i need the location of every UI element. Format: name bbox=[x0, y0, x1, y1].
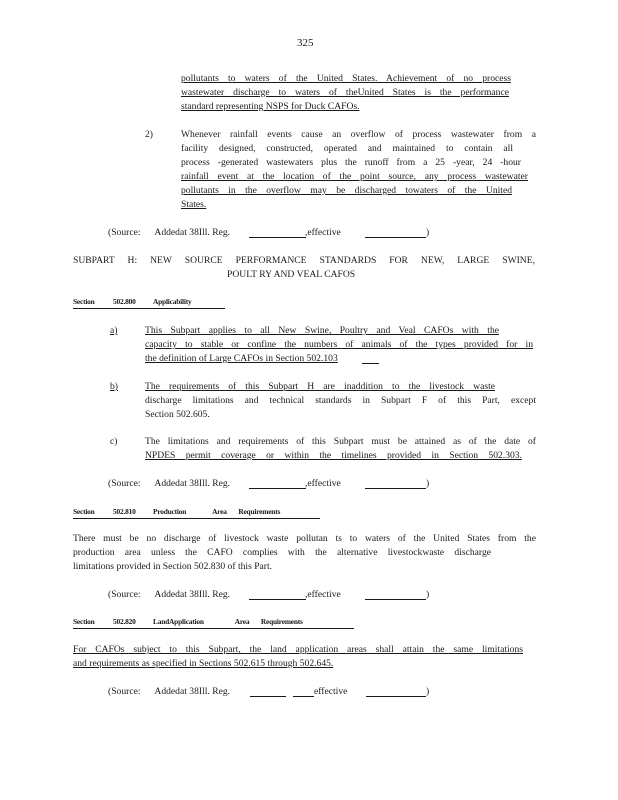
section-810-line-2: production area unless the CAFO complies with the alternative livestockwaste discharge bbox=[73, 547, 491, 558]
source-4-effective: effective bbox=[314, 686, 348, 697]
source-2-close: ) bbox=[426, 478, 430, 489]
section-820-number: 502.820 bbox=[113, 617, 136, 626]
source-3-effective: ,effective bbox=[305, 589, 341, 600]
source-text: Addedat 38Ill. Reg. bbox=[154, 686, 231, 697]
source-text: Addedat 38Ill. Reg. bbox=[154, 227, 231, 238]
section-820-rule bbox=[73, 628, 354, 629]
section-800-rule bbox=[73, 308, 225, 309]
section-810-line-3: limitations provided in Section 502.830 of this Part. bbox=[73, 561, 273, 572]
source-blank-1 bbox=[249, 237, 306, 238]
section-810-label: Section bbox=[73, 507, 95, 516]
item-b-label: b) bbox=[110, 381, 118, 392]
item-c-line-2: NPDES permit coverage or within the timelines provided in Section 502.303. bbox=[145, 450, 522, 461]
source-label: (Source: bbox=[108, 686, 141, 697]
section-810-line-1: There must be no discharge of livestock waste pollutan ts to waters of the United States from the bbox=[73, 533, 536, 544]
section-810-rule bbox=[73, 518, 320, 519]
source-4-blank-1 bbox=[250, 696, 286, 697]
source-3-blank-1 bbox=[249, 599, 306, 600]
item-2-line-5: pollutants in the overflow may be discharged towaters of the United bbox=[181, 185, 512, 196]
source-line-4 bbox=[108, 685, 230, 699]
top-block-line-1: pollutants to waters of the United States. Achievement of no process bbox=[181, 73, 511, 84]
item-2-line-1: Whenever rainfall events cause an overflow of process wastewater from a bbox=[181, 129, 536, 140]
item-a-rule-ext bbox=[362, 363, 379, 364]
source-3-close: ) bbox=[426, 589, 430, 600]
item-2-line-4: rainfall event at the location of the point source, any process wastewater bbox=[181, 171, 528, 182]
source-4-blank-1b bbox=[293, 696, 314, 697]
item-a-line-1: This Subpart applies to all New Swine, Poultry and Veal CAFOs with the bbox=[145, 325, 499, 336]
source-line-1 bbox=[108, 226, 230, 240]
source-2-effective: ,effective bbox=[305, 478, 341, 489]
item-2-line-3: process -generated wastewaters plus the runoff from a 25 -year, 24 -hour bbox=[181, 157, 521, 168]
source-text: Addedat 38Ill. Reg. bbox=[154, 478, 231, 489]
item-2-number: 2) bbox=[145, 129, 153, 140]
source-label: (Source: bbox=[108, 478, 141, 489]
section-800-title: Applicability bbox=[153, 297, 192, 306]
subpart-heading-line-2: POULT RY AND VEAL CAFOS bbox=[227, 269, 356, 280]
item-c-label: c) bbox=[110, 436, 118, 447]
item-c-line-1: The limitations and requirements of this Subpart must be attained as of the date of bbox=[145, 436, 536, 447]
section-810-number: 502.810 bbox=[113, 507, 136, 516]
top-block-line-3: standard representing NSPS for Duck CAFOs. bbox=[181, 101, 360, 112]
source-4-blank-2 bbox=[366, 696, 426, 697]
source-4-close: ) bbox=[426, 686, 430, 697]
section-820-title: LandApplication Area Requirements bbox=[153, 617, 303, 626]
section-800-label: Section bbox=[73, 297, 95, 306]
source-label: (Source: bbox=[108, 589, 141, 600]
item-b-line-3: Section 502.605. bbox=[145, 409, 210, 420]
item-2-line-6: States. bbox=[181, 199, 207, 210]
source-text: Addedat 38Ill. Reg. bbox=[154, 589, 231, 600]
subpart-heading-line-1: SUBPART H: NEW SOURCE PERFORMANCE STANDARDS FOR NEW, LARGE SWINE, bbox=[73, 255, 535, 266]
item-b-line-1: The requirements of this Subpart H are inaddition to the livestock waste bbox=[145, 381, 495, 392]
item-a-line-3: the definition of Large CAFOs in Section 502.103 bbox=[145, 353, 338, 364]
item-b-line-2: discharge limitations and technical standards in Subpart F of this Part, except bbox=[145, 395, 536, 406]
source-3-blank-2 bbox=[365, 599, 426, 600]
source-effective: ,effective bbox=[305, 227, 341, 238]
item-a-line-2: capacity to stable or confine the numbers of animals of the types provided for in bbox=[145, 339, 533, 350]
source-line-3 bbox=[108, 588, 230, 602]
source-label: (Source: bbox=[108, 227, 141, 238]
top-block-line-2: wastewater discharge to waters of theUnited States is the performance bbox=[181, 87, 509, 98]
source-line-2 bbox=[108, 477, 230, 491]
source-blank-2 bbox=[365, 237, 426, 238]
item-2-line-2: facility designed, constructed, operated and maintained to contain all bbox=[181, 143, 513, 154]
section-800-number: 502.800 bbox=[113, 297, 136, 306]
section-820-line-2: and requirements as specified in Sections 502.615 through 502.645. bbox=[73, 658, 334, 669]
page-number: 325 bbox=[297, 37, 314, 49]
item-a-label: a) bbox=[110, 325, 118, 336]
source-close: ) bbox=[426, 227, 430, 238]
section-820-line-1: For CAFOs subject to this Subpart, the land application areas shall attain the same limitations bbox=[73, 644, 523, 655]
section-820-label: Section bbox=[73, 617, 95, 626]
source-2-blank-2 bbox=[365, 488, 426, 489]
source-2-blank-1 bbox=[249, 488, 306, 489]
section-810-title: Production Area Requirements bbox=[153, 507, 281, 516]
